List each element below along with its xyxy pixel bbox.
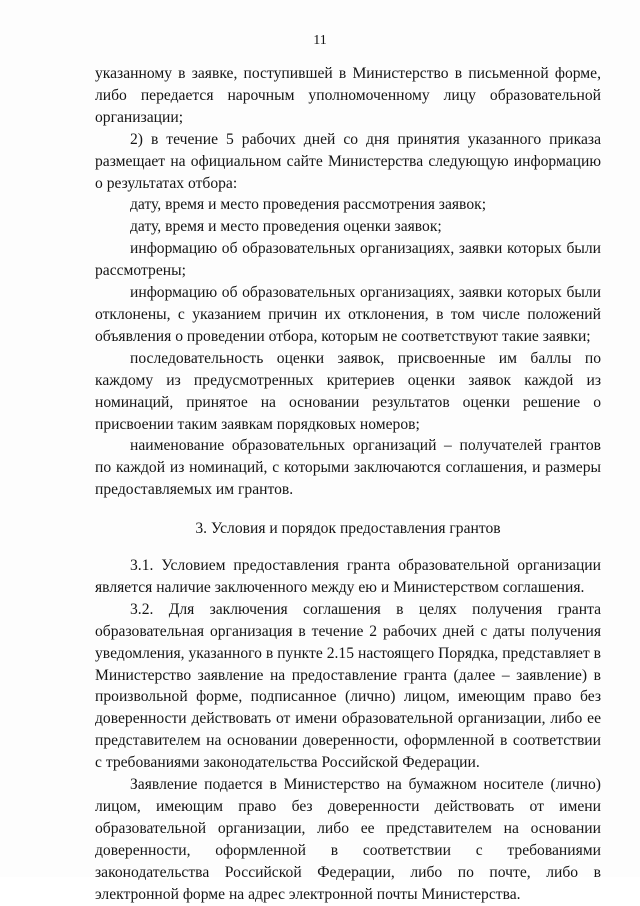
paragraph-review-date: дату, время и место проведения рассмотрения заявок; xyxy=(130,196,487,214)
paragraph-application-submission: Заявление подается в Министерство на бумажном носителе (лично) лицом, имеющим право без доверенности действовать от имени образовательной организации, либо ее представителем на основании доверенности, оформленной в соответствии с требованиями законодательства Российской Федерации, либо по почте, либо в электронной форме на адрес электронной почты Министерства. xyxy=(95,776,601,903)
document-body xyxy=(95,63,601,906)
paragraph-rejected-orgs: информацию об образовательных организациях, заявки которых были отклонены, с указанием причин их отклонения, в том числе положений объявления о проведении отбора, которым не соответствуют такие заявки; xyxy=(95,284,601,345)
paragraph-reviewed-orgs: информацию об образовательных организациях, заявки которых были рассмотрены; xyxy=(95,240,601,280)
paragraph-grant-recipients: наименование образовательных организаций – получателей грантов по каждой из номинаций, с которыми заключаются соглашения, и размеры предоставляемых им грантов. xyxy=(95,437,601,499)
paragraph-3-2: 3.2. Для заключения соглашения в целях получения гранта образовательная организация в течение 2 рабочих дней с даты получения уведомления, указанного в пункте 2.15 настоящего Порядка, представляет в Министерство заявление на предоставление гранта (далее – заявление) в произвольной форме, подписанное (лично) лицом, имеющим право без доверенности действовать от имени образовательной организации, либо ее представителем на основании доверенности, оформленной в соответствии с требованиями законодательства Российской Федерации. xyxy=(95,600,601,772)
paragraph-evaluation-sequence: последовательность оценки заявок, присвоенные им баллы по каждому из предусмотренных критериев оценки заявок каждой из номинаций, принятое на основании результатов оценки решение о присвоении таким заявкам порядковых номеров; xyxy=(95,349,601,433)
paragraph-evaluation-date: дату, время и место проведения оценки заявок; xyxy=(130,218,442,236)
section-title: 3. Условия и порядок предоставления грантов xyxy=(195,520,501,538)
paragraph-3-1: 3.1. Условием предоставления гранта образовательной организации является наличие заключенного между ею и Министерством соглашения. xyxy=(95,557,601,596)
paragraph-continuation: указанному в заявке, поступившей в Министерство в письменной форме, либо передается нарочным уполномоченному лицу образовательной организации; xyxy=(95,65,601,126)
paragraph-item-2: 2) в течение 5 рабочих дней со дня принятия указанного приказа размещает на официальном сайте Министерства следующую информацию о результатах отбора: xyxy=(95,130,601,192)
page-number: 11 xyxy=(313,33,327,48)
